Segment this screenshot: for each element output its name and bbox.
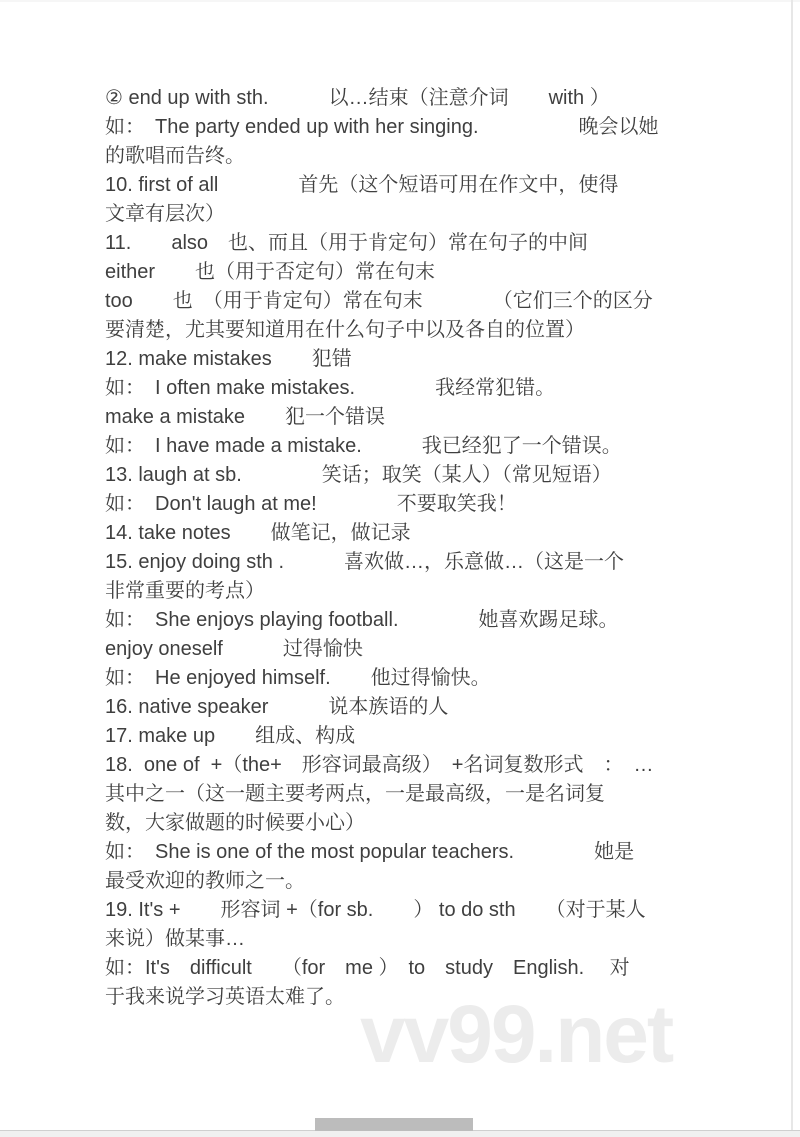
text-line: too 也 （用于肯定句）常在句末 （它们三个的区分 [105, 290, 653, 312]
text-line: 11. also 也、而且（用于肯定句）常在句子的中间 [105, 232, 589, 254]
page-right-edge [791, 0, 793, 1130]
text-line: 要清楚，尤其要知道用在什么句子中以及各自的位置） [105, 319, 585, 341]
text-line: 如： She enjoys playing football. 她喜欢踢足球。 [105, 609, 619, 631]
page-top-edge [0, 0, 800, 2]
text-line: either 也（用于否定句）常在句末 [105, 261, 436, 283]
text-line: 19. It's + 形容词 +（for sb. ） to do sth （对于某人 [105, 899, 646, 921]
text-line: 如： I often make mistakes. 我经常犯错。 [105, 377, 556, 399]
text-line: 13. laugh at sb. 笑话；取笑（某人）（常见短语） [105, 464, 612, 486]
text-line: 10. first of all 首先（这个短语可用在作文中，使得 [105, 174, 619, 196]
text-line: 12. make mistakes 犯错 [105, 348, 352, 370]
watermark: vv99.net [360, 989, 673, 1080]
document-text-block [105, 84, 725, 1012]
text-line: 17. make up 组成、构成 [105, 725, 356, 747]
text-line: 数，大家做题的时候要小心） [105, 812, 365, 834]
text-line: 文章有层次） [105, 203, 225, 225]
text-line: 如：It's difficult （for me ） to study English. 对 [105, 957, 630, 979]
text-line: 如： The party ended up with her singing. 晚会以她 [105, 116, 659, 138]
text-line: 来说）做某事… [105, 928, 245, 950]
text-line: ② end up with sth. 以…结束（注意介词 with ） [105, 87, 610, 109]
text-line: 14. take notes 做笔记，做记录 [105, 522, 411, 544]
text-line: 如： She is one of the most popular teachers. 她是 [105, 841, 635, 863]
text-line: 如： He enjoyed himself. 他过得愉快。 [105, 667, 491, 689]
text-line: 如： Don't laugh at me! 不要取笑我！ [105, 493, 517, 515]
text-line: 18. one of +（the+ 形容词最高级） +名词复数形式 ： … [105, 754, 654, 776]
bottom-scrollbar-track [0, 1130, 800, 1137]
text-line: 如： I have made a mistake. 我已经犯了一个错误。 [105, 435, 622, 457]
text-line: make a mistake 犯一个错误 [105, 406, 386, 428]
text-line: 15. enjoy doing sth . 喜欢做…，乐意做…（这是一个 [105, 551, 625, 573]
text-line: 最受欢迎的教师之一。 [105, 870, 305, 892]
text-line: 16. native speaker 说本族语的人 [105, 696, 449, 718]
text-line: 非常重要的考点） [105, 580, 265, 602]
text-line: 的歌唱而告终。 [105, 145, 245, 167]
text-line: enjoy oneself 过得愉快 [105, 638, 363, 660]
text-line: 于我来说学习英语太难了。 [105, 986, 345, 1008]
text-line: 其中之一（这一题主要考两点，一是最高级，一是名词复 [105, 783, 605, 805]
horizontal-scrollbar-thumb[interactable] [315, 1118, 473, 1131]
